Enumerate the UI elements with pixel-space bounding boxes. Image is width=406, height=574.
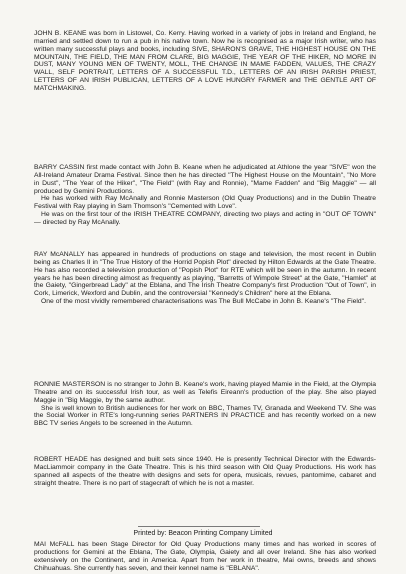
bio-paragraph: ROBERT HEADE has designed and built sets since 1940. He is presently Technical Director with the Edwards-MacLiammoir company in the Gate Theatre. This is his third season with Old Quay Productions. His work has spanned all aspects of the theatre with designs and sets for opera, musicals, revues, pantomime, cabaret and straight theatre. There is no part of stagecraft of which he is not a master. (34, 456, 376, 487)
bio-paragraph: BARRY CASSIN first made contact with John B. Keane when he adjudicated at Athlone the year "SIVE" won the All-Ireland Amateur Drama Festival. Since then he has directed "The Highest House on the Mountain", "No More in Dust", "The Year of the Hiker", "The Field" (with Ray and Ronnie), "Mame Fadden" and "Big Maggie" — all produced by Gemini Productions. (34, 164, 376, 195)
printer-credit: Printed by: Beacon Printing Company Limited (133, 530, 273, 537)
bio-paragraph: He has worked with Ray McAnally and Ronnie Masterson (Old Quay Productions) and in the Dublin Theatre Festival with Ray playing in Sam Thomson's "Cemented with Love". (34, 195, 376, 211)
bio-robert-heade (34, 456, 376, 541)
bio-paragraph: RAY McANALLY has appeared in hundreds of productions on stage and television, the most recent in Dublin being as Charles II in "The True History of the Horrid Popish Plot" directed by Hilton Edwards at the Gate Theatre. He has also recorded a television production of "Popish Plot" for RTE which will be seen in the autumn. In recent years he has been directing almost as frequently as playing, "Barretts of Wimpole Street" at the Gate, "Hamlet" at the Gaiety, "Gingerbread Lady" at the Eblana, and The Irish Theatre Company's first Production "Out of Town", in Cork, Limerick, Wexford and Dublin, and the controversial "Kennedy's Children" here at the Eblana. (34, 251, 376, 298)
bio-paragraph: He was on the first tour of the IRISH THEATRE COMPANY, directing two plays and acting in "OUT OF TOWN" — directed by Ray McAnally. (34, 211, 376, 226)
bio-paragraph: RONNIE MASTERSON is no stranger to John B. Keane's work, having played Mamie in the Field, at the Olympia Theatre and on its successful Irish tour, as well as Telefis Eireann's production of the play. She also played Maggie in "Big Maggie, by the same author. (34, 381, 376, 404)
bio-ronnie-masterson (34, 381, 376, 456)
bio-ray-mcanally (34, 251, 376, 381)
footer-divider (138, 526, 260, 527)
bio-paragraph: JOHN B. KEANE was born in Listowel, Co. Kerry. Having worked in a variety of jobs in Ireland and England, he married and settled down to run a pub in his native town. Now he is recognised as a major Irish writer, who has written many successful plays and books, including SIVE, SHARON'S GRAVE, THE HIGHEST HOUSE ON THE MOUNTAIN, THE FIELD, THE MAN FROM CLARE, BIG MAGGIE, THE YEAR OF THE HIKER, NO MORE IN DUST, MANY YOUNG MEN OF TWENTY, MOLL, THE CHANGE IN MAME FADDEN, VALUES, THE CRAZY WALL, SELF PORTRAIT, LETTERS OF A SUCCESSFUL T.D., LETTERS OF AN IRISH PARISH PRIEST, LETTERS OF AN IRISH PUBLICAN, LETTERS OF A LOVE HUNGRY FARMER and THE GENTLE ART OF MATCHMAKING. (34, 30, 376, 92)
bio-john-b-keane (34, 30, 376, 164)
bio-paragraph: She is well known to British audiences for her work on BBC, Thames TV, Granada and Weekend TV. She was the Social Worker in RTE's long-running series PARTNERS IN PRACTICE and has recently worked on a new BBC TV series Angels to be screened in the Autumn. (34, 404, 376, 428)
bio-paragraph: One of the most vividly remembered characterisations was The Bull McCabe in John B. Keane's "The Field". (41, 298, 366, 306)
bio-barry-cassin (34, 164, 376, 251)
bio-paragraph: MAI McFALL has been Stage Director for Old Quay Productions many times and has worked in scores of productions for Gemini at the Eblana, The Gate, Olympia, Gaiety and all over Ireland. She has also worked extensively on the Continent, and in America. Apart from her work in theatre, Mai owns, breeds and shows Chihuahuas. She currently has seven, and their kennel name is "EBLANA". (34, 541, 376, 572)
